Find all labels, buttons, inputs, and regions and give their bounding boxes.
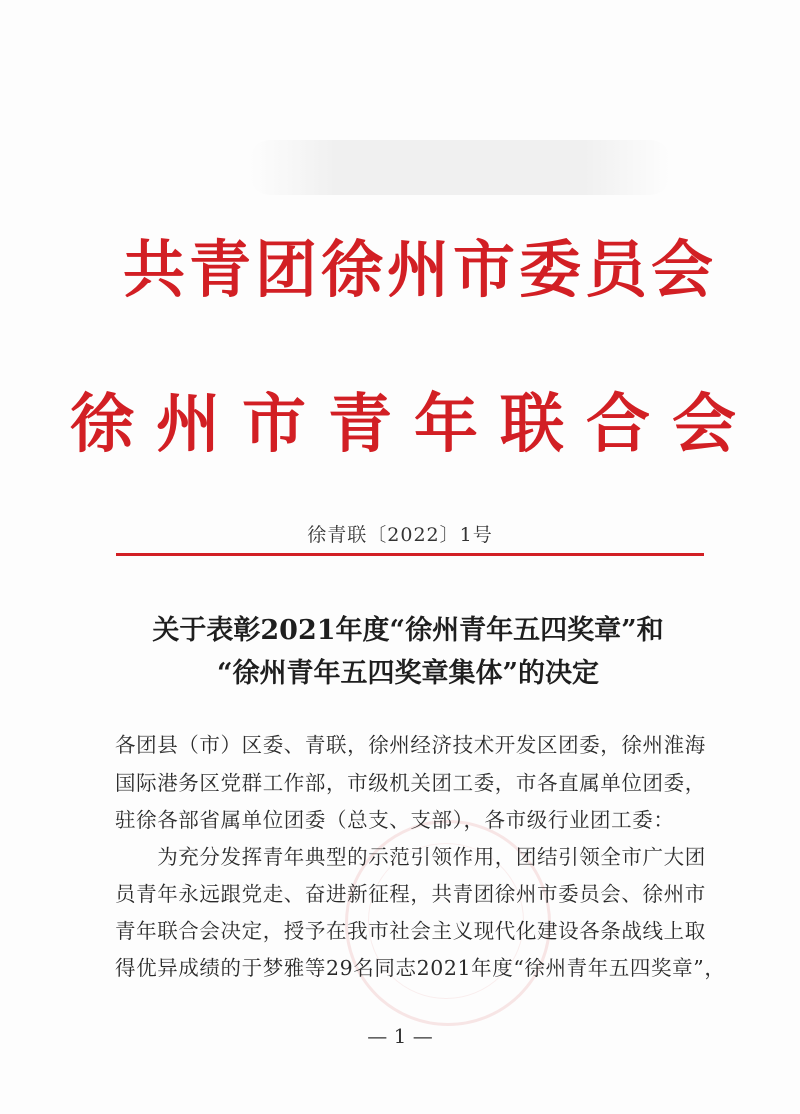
body-line: 青年联合会决定，授予在我市社会主义现代化建设各条战线上取	[115, 919, 706, 943]
issuer-title-line-1: 共青团徐州市委员会	[122, 233, 717, 306]
decision-title-line-2: “徐州青年五四奖章集体”的决定	[216, 658, 600, 689]
body-line: 为充分发挥青年典型的示范引领作用，团结引领全市广大团	[115, 845, 706, 869]
body-line: 得优异成绩的于梦雅等29名同志2021年度“徐州青年五四奖章”，	[115, 956, 726, 980]
body-line: 国际港务区党群工作部，市级机关团工委，市各直属单位团委，	[115, 771, 706, 795]
red-divider-line	[116, 553, 704, 556]
issuer-title-line-2: 徐州市青年联合会	[70, 388, 758, 462]
document-number: 徐青联〔2022〕1号	[307, 524, 493, 546]
faded-background-text	[250, 140, 670, 195]
body-line: 员青年永远跟党走、奋进新征程，共青团徐州市委员会、徐州市	[115, 882, 706, 906]
body-line: 驻徐各部省属单位团委（总支、支部），各市级行业团工委：	[115, 808, 675, 832]
decision-title-line-1: 关于表彰2021年度“徐州青年五四奖章”和	[152, 615, 664, 646]
body-line: 各团县（市）区委、青联，徐州经济技术开发区团委，徐州淮海	[115, 733, 706, 757]
page-number: — 1 —	[367, 1024, 433, 1048]
